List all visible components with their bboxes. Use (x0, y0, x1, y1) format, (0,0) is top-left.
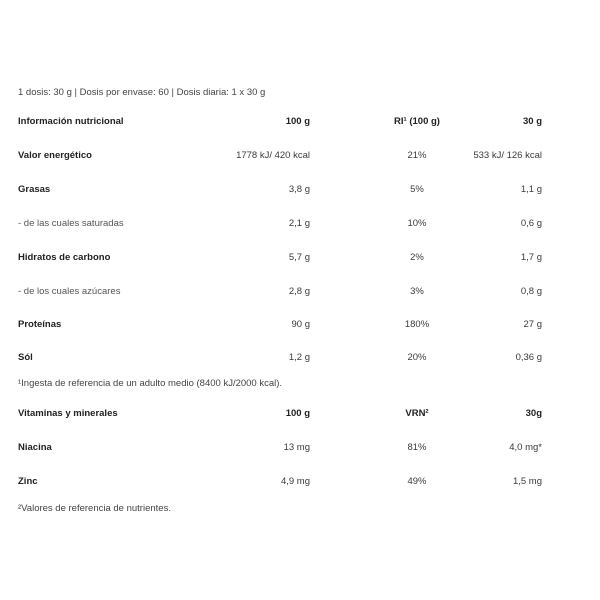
nutrient-name: Hidratos de carbono (18, 252, 111, 263)
vitamins-header-name: Vitaminas y minerales (18, 408, 118, 419)
nutrient-ri: 3% (410, 286, 424, 297)
nutrition-row-salt (0, 351, 600, 365)
nutrient-ri: 5% (410, 184, 424, 195)
nutrient-name: Sól (18, 352, 33, 363)
nutrient-per100: 1778 kJ/ 420 kcal (236, 150, 310, 161)
vitamin-per100: 13 mg (283, 442, 310, 453)
vitamin-name: Zinc (18, 476, 38, 487)
nutrition-row-protein (0, 318, 600, 332)
nutrition-row-sugars (0, 285, 600, 299)
vitamins-header-per100: 100 g (285, 408, 310, 419)
vitamin-row-niacin (0, 441, 600, 455)
vitamins-header-per30: 30g (525, 408, 542, 419)
nutrient-per100: 1,2 g (288, 352, 310, 363)
nutrient-per30: 0,6 g (520, 218, 542, 229)
nutrition-footnote: ¹Ingesta de referencia de un adulto medio (8400 kJ/2000 kcal). (18, 378, 283, 389)
nutrition-header-row (0, 115, 600, 129)
nutrient-ri: 20% (407, 352, 427, 363)
nutrient-name: - de las cuales saturadas (18, 218, 124, 229)
nutrient-per100: 5,7 g (288, 252, 310, 263)
nutrition-header-per30: 30 g (522, 116, 542, 127)
vitamins-header-vrn: VRN² (405, 408, 429, 419)
nutrient-name: Grasas (18, 184, 51, 195)
nutrient-per100: 2,8 g (288, 286, 310, 297)
nutrient-per30: 0,8 g (520, 286, 542, 297)
nutrition-row-saturated (0, 217, 600, 231)
nutrition-header-per100: 100 g (285, 116, 310, 127)
vitamin-vrn: 81% (407, 442, 427, 453)
nutrient-per30: 1,7 g (520, 252, 542, 263)
vitamin-per100: 4,9 mg (280, 476, 310, 487)
nutrient-per30: 1,1 g (520, 184, 542, 195)
dose-info: 1 dosis: 30 g | Dosis por envase: 60 | Dosis diaria: 1 x 30 g (18, 87, 266, 98)
nutrient-per30: 0,36 g (515, 352, 542, 363)
nutrition-row-energy (0, 149, 600, 163)
nutrition-header-ri: RI¹ (100 g) (394, 116, 440, 127)
vitamin-per30: 1,5 mg (512, 476, 542, 487)
vitamin-vrn: 49% (407, 476, 427, 487)
nutrition-row-fat (0, 183, 600, 197)
vitamins-footnote: ²Valores de referencia de nutrientes. (18, 503, 171, 514)
nutrient-ri: 180% (404, 319, 430, 330)
nutrient-per100: 2,1 g (288, 218, 310, 229)
nutrition-row-carbs (0, 251, 600, 265)
nutrient-name: - de los cuales azúcares (18, 286, 121, 297)
nutrient-per30: 533 kJ/ 126 kcal (473, 150, 542, 161)
nutrient-ri: 2% (410, 252, 424, 263)
nutrient-ri: 21% (407, 150, 427, 161)
nutrient-name: Proteínas (18, 319, 62, 330)
vitamins-header-row (0, 407, 600, 421)
vitamin-per30: 4,0 mg* (509, 442, 542, 453)
nutrition-header-name: Información nutricional (18, 116, 124, 127)
nutrient-per30: 27 g (523, 319, 542, 330)
nutrient-name: Valor energético (18, 150, 92, 161)
nutrient-per100: 3,8 g (288, 184, 310, 195)
nutrient-per100: 90 g (291, 319, 310, 330)
nutrient-ri: 10% (407, 218, 427, 229)
vitamin-row-zinc (0, 475, 600, 489)
vitamin-name: Niacina (18, 442, 52, 453)
